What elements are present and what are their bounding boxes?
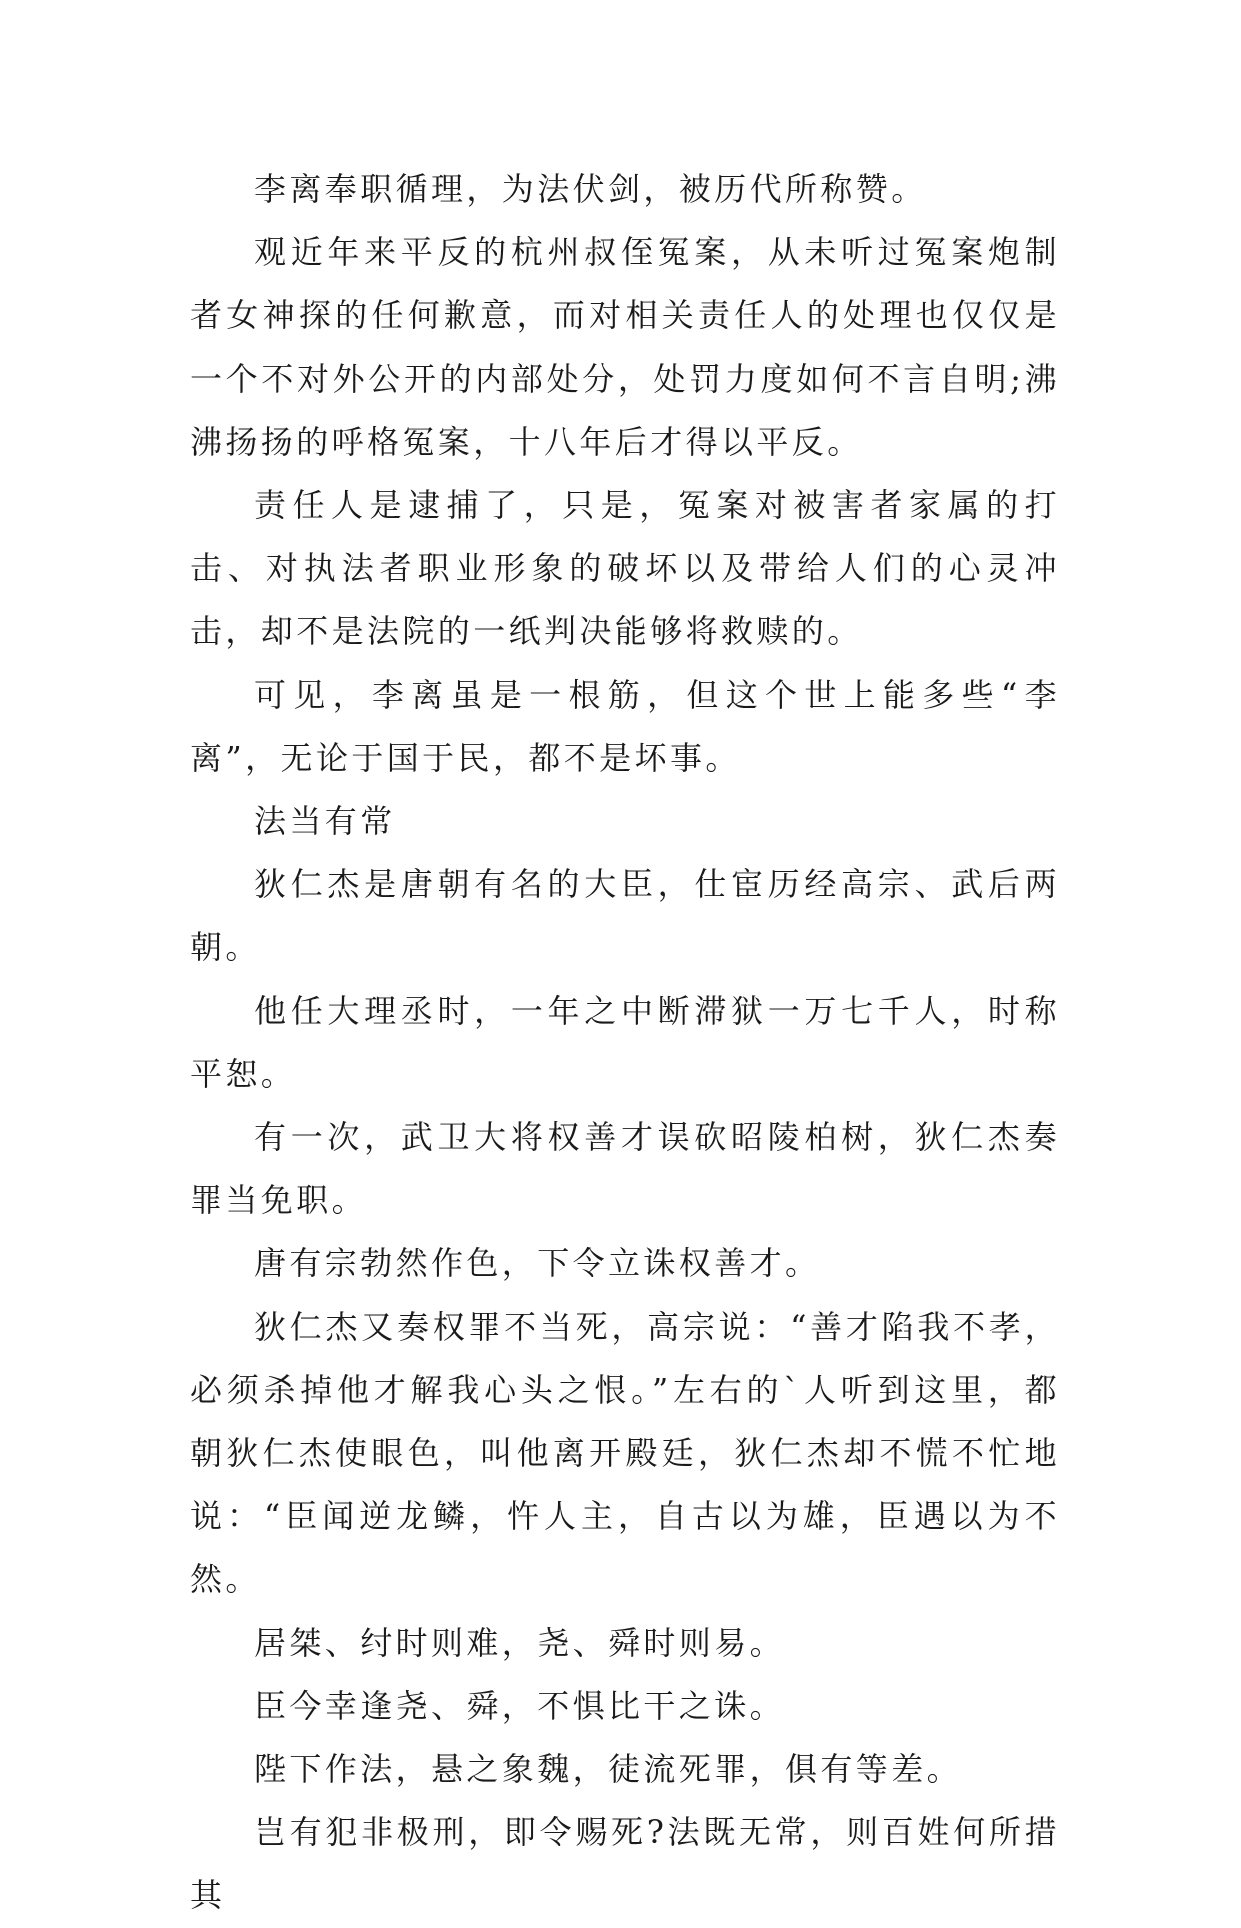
paragraph: 可见，李离虽是一根筋，但这个世上能多些“李离”，无论于国于民，都不是坏事。	[190, 675, 1060, 777]
paragraph: 狄仁杰又奏权罪不当死，高宗说：“善才陷我不孝，必须杀掉他才解我心头之恨。”左右的`人听到这里，都朝狄仁杰使眼色，叫他离开殿廷，狄仁杰却不慌不忙地说：“臣闻逆龙鳞，忤人主，自古以为雄，臣遇以为不然。	[190, 1307, 1060, 1599]
paragraph: 狄仁杰是唐朝有名的大臣，仕宦历经高宗、武后两朝。	[190, 865, 1060, 967]
paragraph: 岂有犯非极刑，即令赐死?法既无常，则百姓何所措其	[190, 1813, 1060, 1915]
paragraph: 居桀、纣时则难，尧、舜时则易。	[254, 1623, 786, 1662]
paragraph: 有一次，武卫大将权善才误砍昭陵柏树，狄仁杰奏罪当免职。	[190, 1118, 1060, 1220]
document-body	[190, 158, 1060, 1928]
section-heading: 法当有常	[254, 802, 396, 841]
paragraph: 唐有宗勃然作色，下令立诛权善才。	[254, 1244, 821, 1283]
paragraph: 臣今幸逢尧、舜，不惧比干之诛。	[254, 1686, 786, 1725]
paragraph: 陛下作法，悬之象魏，徒流死罪，俱有等差。	[254, 1750, 963, 1789]
paragraph: 观近年来平反的杭州叔侄冤案，从未听过冤案炮制者女神探的任何歉意，而对相关责任人的处理也仅仅是一个不对外公开的内部处分，处罚力度如何不言自明;沸沸扬扬的呼格冤案，十八年后才得以平反。	[190, 233, 1060, 461]
paragraph: 李离奉职循理，为法伏剑，被历代所称赞。	[254, 170, 927, 208]
paragraph: 责任人是逮捕了，只是，冤案对被害者家属的打击、对执法者职业形象的破坏以及带给人们的心灵冲击，却不是法院的一纸判决能够将救赎的。	[190, 486, 1060, 651]
paragraph: 他任大理丞时，一年之中断滞狱一万七千人，时称平恕。	[190, 991, 1060, 1093]
